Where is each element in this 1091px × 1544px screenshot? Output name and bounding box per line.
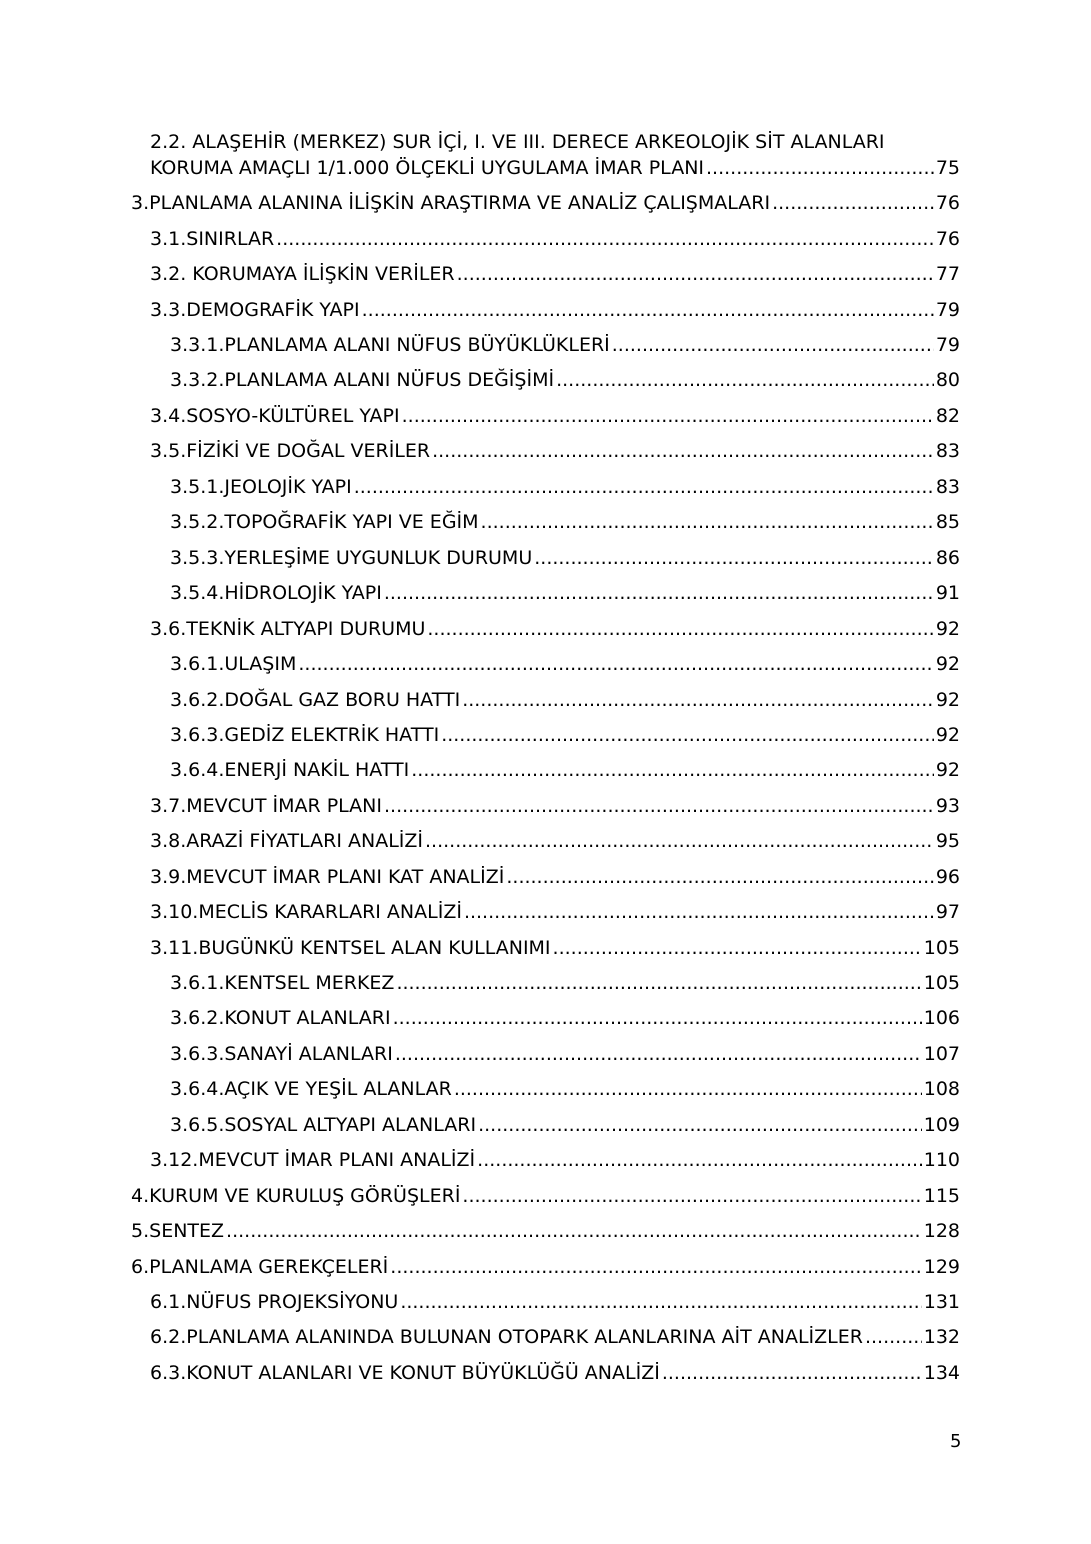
toc-entry-page: 128: [923, 1220, 960, 1242]
toc-leader-dots: [400, 1290, 921, 1314]
toc-entry-title-line1: 2.2. ALAŞEHİR (MERKEZ) SUR İÇİ, I. VE III. DERECE ARKEOLOJİK SİT ALANLARI: [150, 131, 885, 153]
toc-entry-title: KORUMA AMAÇLI 1/1.000 ÖLÇEKLİ UYGULAMA İMAR PLANI: [150, 157, 705, 179]
toc-leader-dots: [612, 333, 934, 357]
toc-entry-page: 79: [935, 299, 960, 321]
toc-entry-title: 3.12.MEVCUT İMAR PLANI ANALİZİ: [150, 1149, 476, 1171]
toc-entry-number: 6.3.: [150, 1362, 187, 1384]
toc-entry-page: 95: [935, 830, 960, 852]
toc-leader-dots: [865, 1325, 922, 1349]
toc-leader-dots: [481, 510, 934, 534]
toc-entry-page: 131: [923, 1291, 960, 1313]
toc-entry-title: 3.11.BUGÜNKÜ KENTSEL ALAN KULLANIMI: [150, 937, 551, 959]
toc-leader-dots: [427, 617, 933, 641]
toc-leader-dots: [432, 439, 934, 463]
toc-entry-page: 85: [935, 511, 960, 533]
toc-entry-page: 92: [935, 759, 960, 781]
toc-entry-page: 134: [923, 1362, 960, 1384]
toc-entry-title: 3.6.4.ENERJİ NAKİL HATTI: [170, 759, 410, 781]
toc-entry-title: 3.6.4.AÇIK VE YEŞİL ALANLAR: [170, 1078, 452, 1100]
toc-entry-title: 3.6.3.SANAYİ ALANLARI: [170, 1043, 393, 1065]
toc-entry-title: 3.5.FİZİKİ VE DOĞAL VERİLER: [150, 440, 431, 462]
toc-leader-dots: [662, 1361, 922, 1385]
toc-entry-title: 3.3.1.PLANLAMA ALANI NÜFUS BÜYÜKLÜKLERİ: [170, 334, 610, 356]
toc-entry-page: 92: [935, 724, 960, 746]
toc-entry-title: 3.5.3.YERLEŞİME UYGUNLUK DURUMU: [170, 547, 533, 569]
toc-entry-title: 3.6.3.GEDİZ ELEKTRİK HATTI: [170, 724, 440, 746]
toc-entry-page: 92: [935, 653, 960, 675]
toc-entry-title: 6.PLANLAMA GEREKÇELERİ: [131, 1256, 389, 1278]
toc-entry-title: 3.6.2.DOĞAL GAZ BORU HATTI: [170, 689, 461, 711]
toc-entry-page: 93: [935, 795, 960, 817]
toc-entry-page: 80: [935, 369, 960, 391]
toc-entry-title: 3.6.5.SOSYAL ALTYAPI ALANLARI: [170, 1114, 477, 1136]
toc-leader-dots: [441, 723, 934, 747]
toc-leader-dots: [462, 1184, 921, 1208]
toc-entry-page: 97: [935, 901, 960, 923]
toc-entry-page: 83: [935, 476, 960, 498]
toc-leader-dots: [402, 404, 934, 428]
toc-entry-title: 3.6.TEKNİK ALTYAPI DURUMU: [150, 618, 426, 640]
toc-entry-title: 3.5.2.TOPOĞRAFİK YAPI VE EĞİM: [170, 511, 479, 533]
toc-leader-dots: [362, 298, 934, 322]
toc-entry-page: 86: [935, 547, 960, 569]
toc-leader-dots: [462, 688, 934, 712]
toc-entry-page: 77: [935, 263, 960, 285]
toc-entry-page: 105: [923, 972, 960, 994]
toc-entry-page: 96: [935, 866, 960, 888]
toc-entry-page: 91: [935, 582, 960, 604]
toc-entry-title: 3.3.2.PLANLAMA ALANI NÜFUS DEĞİŞİMİ: [170, 369, 555, 391]
toc-entry-title: 3.5.4.HİDROLOJİK YAPI: [170, 582, 382, 604]
toc-leader-dots: [425, 829, 934, 853]
toc-leader-dots: [506, 865, 933, 889]
toc-leader-dots: [477, 1148, 922, 1172]
toc-entry-title: 3.6.2.KONUT ALANLARI: [170, 1007, 391, 1029]
toc-leader-dots: [395, 1042, 922, 1066]
toc-entry-number: 6.1.: [150, 1291, 187, 1313]
toc-leader-dots: [390, 1255, 921, 1279]
toc-leader-dots: [393, 1006, 922, 1030]
toc-entry-number: 6.2.: [150, 1326, 187, 1348]
toc-entry-page: 108: [923, 1078, 960, 1100]
toc-entry-title: 3.8.ARAZİ FİYATLARI ANALİZİ: [150, 830, 424, 852]
toc-entry-title: 3.1.SINIRLAR: [150, 228, 275, 250]
toc-leader-dots: [276, 227, 934, 251]
toc-entry-page: 107: [923, 1043, 960, 1065]
toc-leader-dots: [298, 652, 933, 676]
toc-entry-page: 105: [923, 937, 960, 959]
toc-leader-dots: [226, 1219, 922, 1243]
toc-entry-page: 82: [935, 405, 960, 427]
toc-entry-page: 76: [935, 192, 960, 214]
toc-entry-page: 83: [935, 440, 960, 462]
toc-leader-dots: [478, 1113, 922, 1137]
toc-entry-page: 110: [923, 1149, 960, 1171]
toc-entry-page: 75: [935, 157, 960, 179]
page-number: 5: [950, 1431, 962, 1452]
toc-entry-title: PLANLAMA ALANINDA BULUNAN OTOPARK ALANLARINA AİT ANALİZLER: [186, 1326, 863, 1348]
toc-entry-title: NÜFUS PROJEKSİYONU: [186, 1291, 399, 1313]
toc-entry-page: 109: [923, 1114, 960, 1136]
toc-entry-title: 4.KURUM VE KURULUŞ GÖRÜŞLERİ: [131, 1185, 461, 1207]
toc-entry-page: 79: [935, 334, 960, 356]
toc-leader-dots: [384, 581, 934, 605]
toc-leader-dots: [454, 1077, 922, 1101]
toc-entry-title: 3.PLANLAMA ALANINA İLİŞKİN ARAŞTIRMA VE ANALİZ ÇALIŞMALARI: [131, 192, 771, 214]
toc-leader-dots: [534, 546, 934, 570]
toc-entry-title: 3.9.MEVCUT İMAR PLANI KAT ANALİZİ: [150, 866, 505, 888]
toc-entry-page: 132: [923, 1326, 960, 1348]
toc-entry-page: 76: [935, 228, 960, 250]
toc-leader-dots: [556, 368, 934, 392]
toc-entry-title: 3.3.DEMOGRAFİK YAPI: [150, 299, 360, 321]
toc-entry-title: 3.6.1.KENTSEL MERKEZ: [170, 972, 395, 994]
toc-leader-dots: [384, 794, 934, 818]
toc-entry-title: 3.2. KORUMAYA İLİŞKİN VERİLER: [150, 263, 455, 285]
toc-leader-dots: [464, 900, 934, 924]
toc-entry-page: 115: [923, 1185, 960, 1207]
toc-entry-title: KONUT ALANLARI VE KONUT BÜYÜKLÜĞÜ ANALİZİ: [186, 1362, 660, 1384]
toc-entry-title: 5.SENTEZ: [131, 1220, 225, 1242]
toc-entry-page: 92: [935, 689, 960, 711]
toc-leader-dots: [553, 936, 922, 960]
toc-leader-dots: [354, 475, 934, 499]
toc-leader-dots: [706, 156, 934, 180]
toc-leader-dots: [457, 262, 934, 286]
toc-entry-page: 106: [923, 1007, 960, 1029]
toc-entry-title: 3.6.1.ULAŞIM: [170, 653, 297, 675]
toc-leader-dots: [396, 971, 921, 995]
toc-entry-page: 92: [935, 618, 960, 640]
toc-entry-title: 3.4.SOSYO-KÜLTÜREL YAPI: [150, 405, 400, 427]
toc-leader-dots: [411, 758, 934, 782]
toc-entry-title: 3.7.MEVCUT İMAR PLANI: [150, 795, 382, 817]
toc-entry-title: 3.10.MECLİS KARARLARI ANALİZİ: [150, 901, 462, 923]
toc-entry-title: 3.5.1.JEOLOJİK YAPI: [170, 476, 352, 498]
toc-leader-dots: [772, 191, 934, 215]
toc-entry-page: 129: [923, 1256, 960, 1278]
